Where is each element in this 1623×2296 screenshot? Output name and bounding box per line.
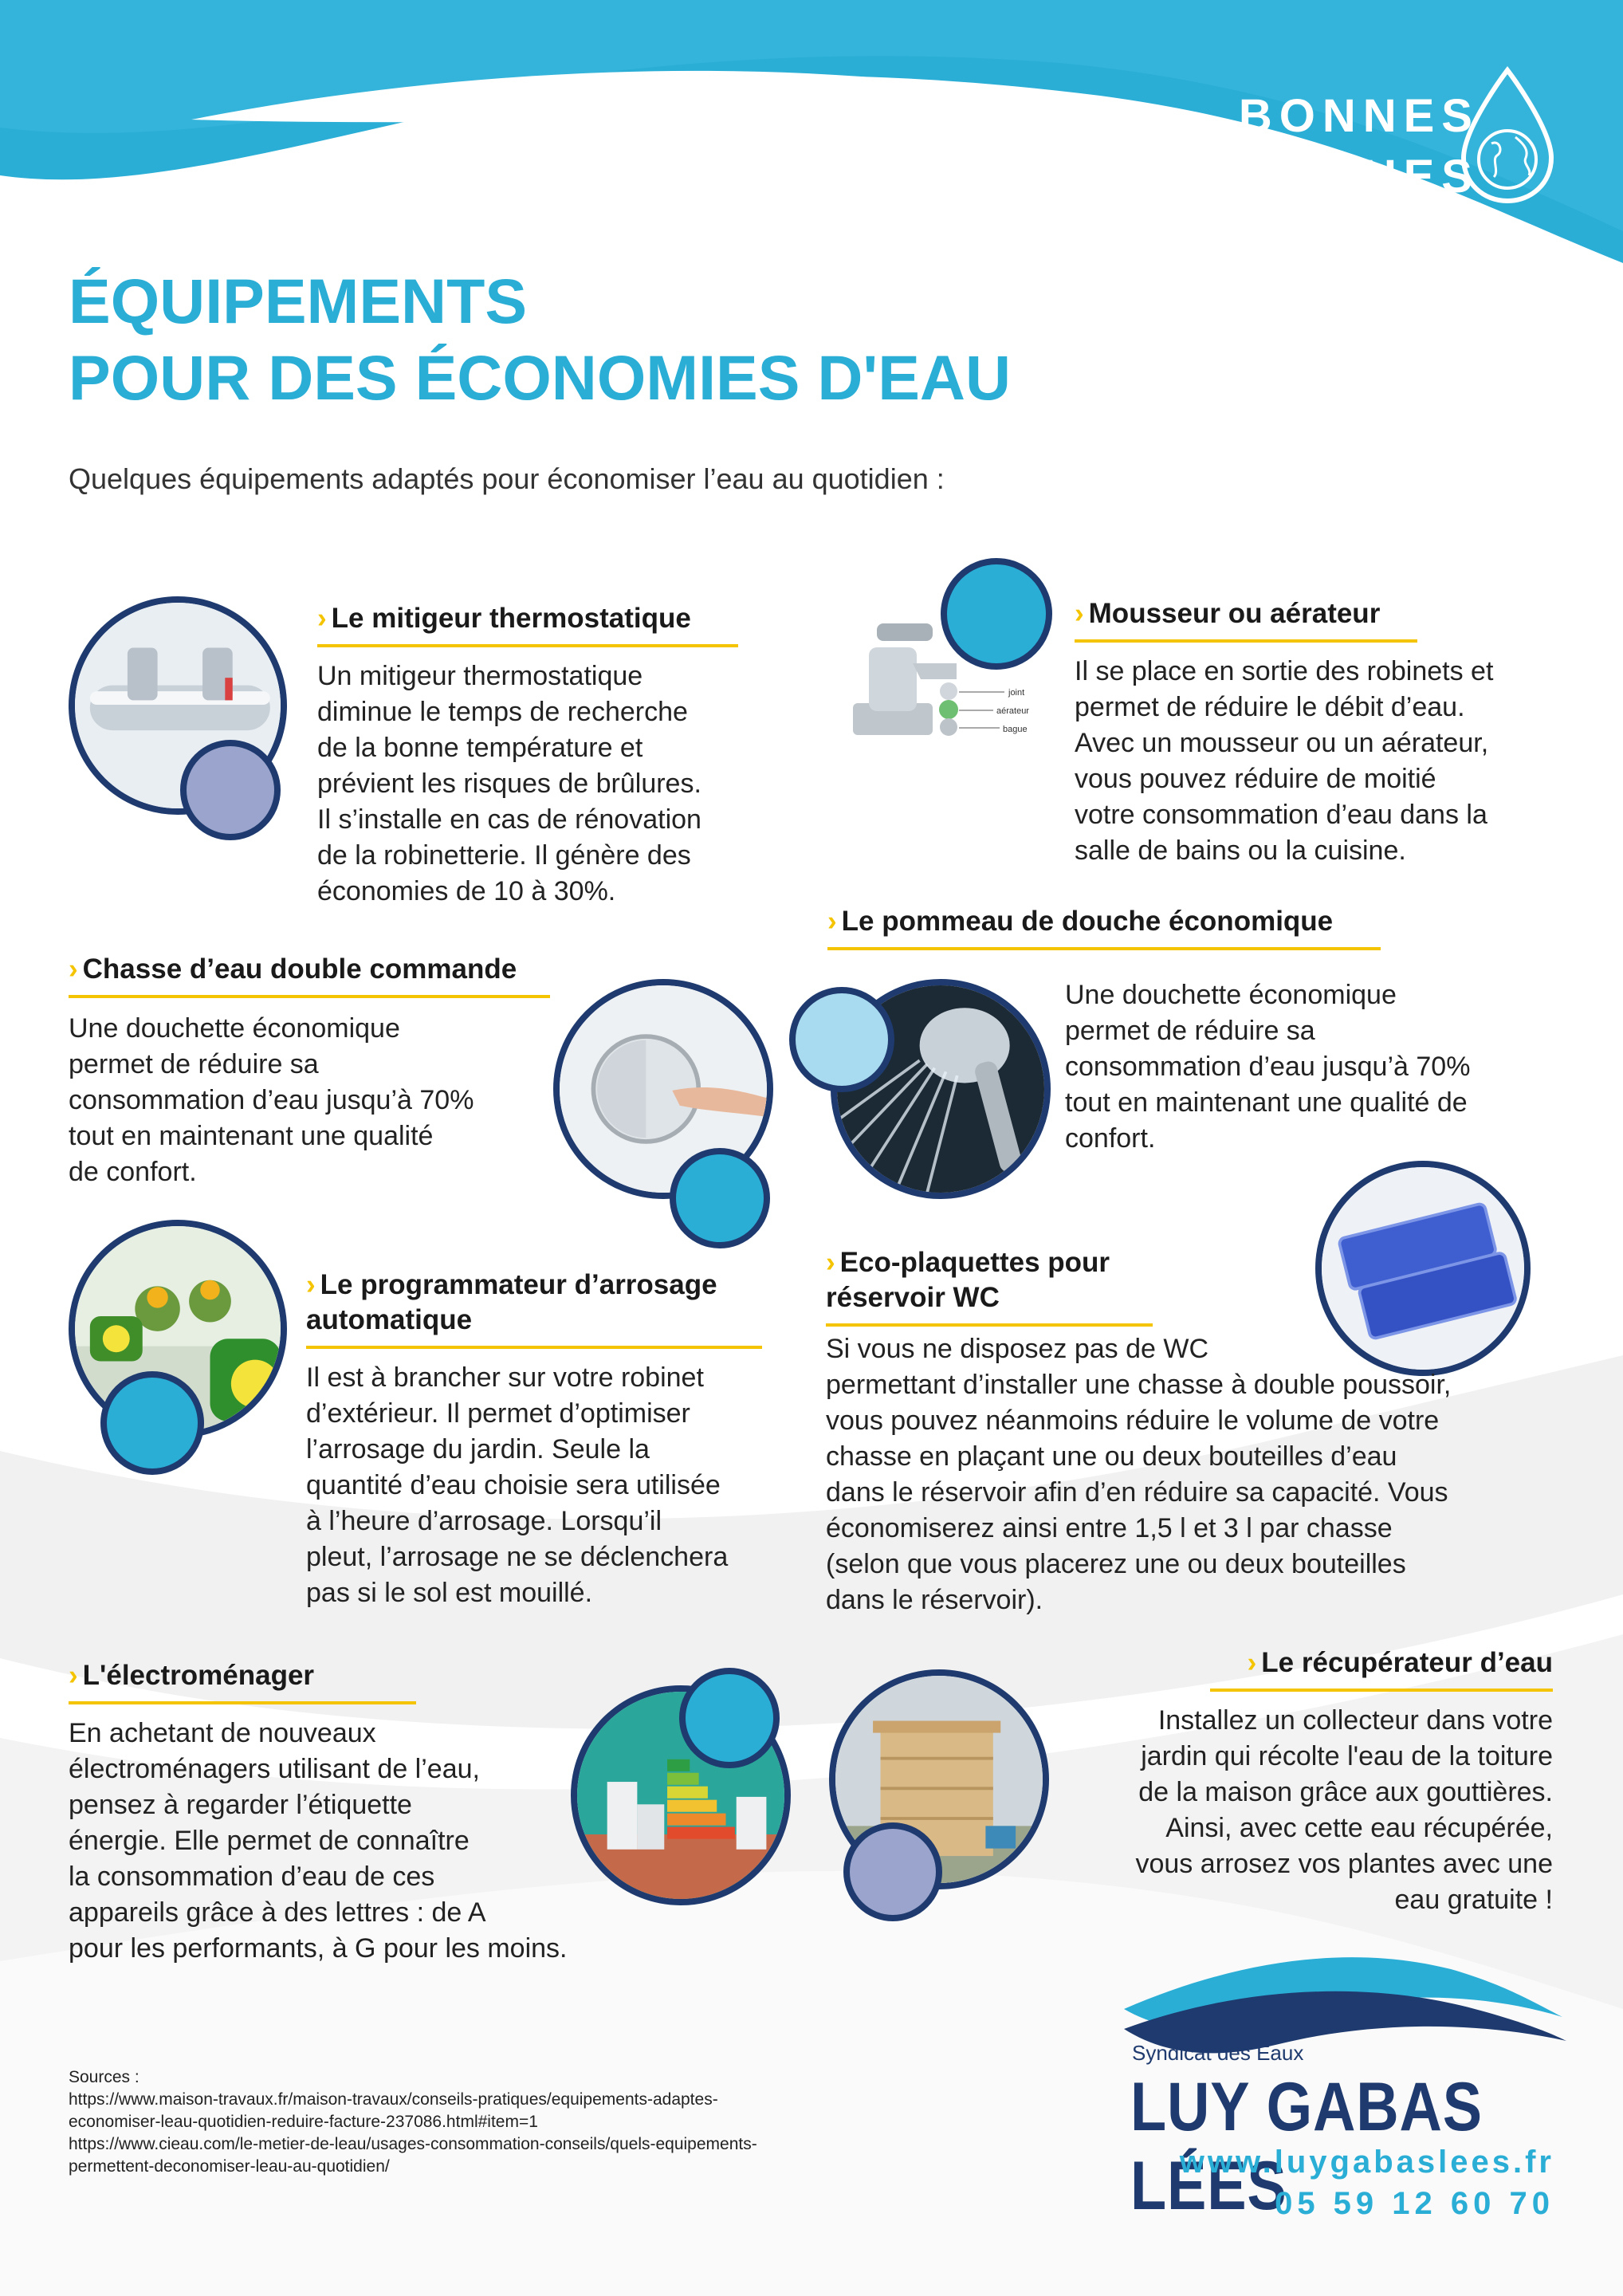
text-line: énergie. Elle permet de connaître — [69, 1826, 470, 1856]
mousseur-body — [1075, 654, 1493, 869]
label-joint: joint — [1008, 688, 1025, 698]
text-line: chasse en plaçant une ou deux bouteilles d’eau — [826, 1441, 1397, 1472]
text-line: pensez à regarder l’étiquette — [69, 1790, 412, 1820]
intro-text: Quelques équipements adaptés pour économiser l’eau au quotidien : — [69, 462, 945, 495]
text-line: confort. — [1065, 1123, 1156, 1154]
text-line: appareils grâce à des lettres : de A — [69, 1897, 486, 1928]
text-line: pleut, l’arrosage ne se déclenchera — [306, 1542, 729, 1572]
sources — [69, 2066, 757, 2178]
recuperateur-dot — [843, 1822, 942, 1921]
website-link[interactable]: www.luygabaslees.fr — [1179, 2145, 1554, 2180]
text-line: permet de réduire le débit d’eau. — [1075, 692, 1465, 722]
text-line: de la robinetterie. Il génère des — [317, 840, 691, 871]
text-line: salle de bains ou la cuisine. — [1075, 835, 1406, 866]
text-line: consommation d’eau jusqu’à 70% — [69, 1085, 474, 1115]
plaquettes-body — [826, 1331, 1451, 1618]
text-line: quantité d’eau choisie sera utilisée — [306, 1470, 721, 1500]
text-line: Ainsi, avec cette eau récupérée, — [1165, 1813, 1553, 1843]
plaquettes-title-line-1: Eco-plaquettes pour — [839, 1247, 1110, 1278]
text-line: (selon que vous placerez une ou deux bouteilles — [826, 1549, 1406, 1579]
text-line: Si vous ne disposez pas de WC — [826, 1334, 1209, 1364]
pommeau-title-text: Le pommeau de douche économique — [841, 906, 1334, 937]
title-line-1: ÉQUIPEMENTS — [69, 265, 528, 336]
chasse-body — [69, 1011, 474, 1190]
text-line: Il se place en sortie des robinets et — [1075, 656, 1494, 686]
text-line: Un mitigeur thermostatique — [317, 661, 643, 691]
source-url-line[interactable]: economiser-leau-quotidien-reduire-facture-237086.html#item=1 — [69, 2113, 538, 2131]
text-line: l’arrosage du jardin. Seule la — [306, 1434, 650, 1464]
pommeau-dot — [789, 987, 894, 1092]
chevron-right-icon: › — [69, 1660, 78, 1691]
text-line: tout en maintenant une qualité de — [1065, 1087, 1468, 1118]
badge-line-1: BONNES — [1238, 90, 1480, 142]
programmateur-title-line-2: automatique — [306, 1304, 473, 1335]
mousseur-title-text: Mousseur ou aérateur — [1088, 598, 1381, 629]
chevron-right-icon: › — [306, 1269, 316, 1300]
text-line: vous pouvez néanmoins réduire le volume de votre — [826, 1406, 1440, 1436]
text-line: de confort. — [69, 1157, 197, 1187]
text-line: de la bonne température et — [317, 733, 643, 763]
text-line: eau gratuite ! — [1394, 1885, 1553, 1915]
text-line: d’extérieur. Il permet d’optimiser — [306, 1398, 690, 1429]
recuperateur-title-text: Le récupérateur d’eau — [1261, 1647, 1553, 1678]
mitigeur-body — [317, 659, 701, 910]
chevron-right-icon: › — [69, 953, 78, 985]
pommeau-body — [1065, 977, 1470, 1157]
source-url-line[interactable]: https://www.maison-travaux.fr/maison-travaux/conseils-pratiques/equipements-adaptes- — [69, 2090, 718, 2109]
electro-title-text: L'électroménager — [82, 1660, 315, 1691]
text-line: tout en maintenant une qualité — [69, 1121, 434, 1151]
title-line-2: POUR DES ÉCONOMIES D'EAU — [69, 342, 1011, 413]
text-line: votre consommation d’eau dans la — [1075, 800, 1487, 830]
chevron-right-icon: › — [317, 603, 327, 634]
chasse-title-text: Chasse d’eau double commande — [82, 953, 517, 985]
text-line: vous pouvez réduire de moitié — [1075, 764, 1436, 794]
text-line: économies de 10 à 30%. — [317, 876, 616, 906]
water-drop-globe-icon — [1456, 64, 1559, 207]
text-line: permettant d’installer une chasse à double poussoir, — [826, 1370, 1452, 1400]
chasse-title — [69, 952, 550, 998]
label-aerateur: aérateur — [996, 706, 1029, 716]
text-line: Une douchette économique — [1065, 980, 1397, 1010]
source-url-line[interactable]: https://www.cieau.com/le-metier-de-leau/usages-consommation-conseils/quels-equipements- — [69, 2135, 757, 2153]
programmateur-title — [306, 1268, 762, 1349]
label-bague: bague — [1003, 725, 1028, 734]
electro-body — [69, 1716, 568, 1967]
chevron-right-icon: › — [1075, 598, 1084, 629]
text-line: Installez un collecteur dans votre — [1157, 1705, 1553, 1736]
text-line: dans le réservoir afin d’en réduire sa capacité. Vous — [826, 1477, 1448, 1508]
text-line: diminue le temps de recherche — [317, 697, 688, 727]
plaquettes-title — [826, 1245, 1153, 1327]
mitigeur-title-text: Le mitigeur thermostatique — [331, 603, 691, 634]
sources-label: Sources : — [69, 2068, 140, 2086]
logo-name: LUY GABAS LÉES — [1130, 2069, 1483, 2224]
programmateur-dot — [100, 1371, 204, 1475]
text-line: électroménagers utilisant de l’eau, — [69, 1754, 480, 1784]
programmateur-body — [306, 1360, 728, 1611]
header-badge — [1149, 86, 1480, 207]
text-line: pas si le sol est mouillé. — [306, 1578, 593, 1608]
electro-title — [69, 1658, 416, 1704]
plaquettes-title-line-2: réservoir WC — [826, 1282, 1000, 1313]
text-line: Avec un mousseur ou un aérateur, — [1075, 728, 1489, 758]
text-line: Il s’installe en cas de rénovation — [317, 804, 701, 835]
electro-dot — [679, 1668, 780, 1768]
text-line: Il est à brancher sur votre robinet — [306, 1362, 704, 1393]
text-line: permet de réduire sa — [1065, 1016, 1315, 1046]
text-line: dans le réservoir). — [826, 1585, 1043, 1615]
chevron-right-icon: › — [827, 906, 837, 937]
recuperateur-body — [1135, 1703, 1553, 1918]
recuperateur-title — [1210, 1645, 1553, 1692]
mitigeur-dot — [180, 740, 281, 840]
badge-line-2: PRATIQUES — [1148, 151, 1480, 202]
text-line: pour les performants, à G pour les moins. — [69, 1933, 568, 1964]
text-line: la consommation d’eau de ces — [69, 1862, 435, 1892]
text-line: à l’heure d’arrosage. Lorsqu’il — [306, 1506, 662, 1536]
page-title — [69, 263, 1011, 416]
phone-number: 05 59 12 60 70 — [1275, 2186, 1554, 2221]
pommeau-title — [827, 904, 1381, 950]
text-line: de la maison grâce aux gouttières. — [1138, 1777, 1553, 1807]
chevron-right-icon: › — [826, 1247, 835, 1278]
source-url-line[interactable]: permettent-deconomiser-leau-au-quotidien/ — [69, 2157, 390, 2176]
text-line: Une douchette économique — [69, 1013, 400, 1044]
chasse-dot — [670, 1148, 770, 1248]
text-line: économiserez ainsi entre 1,5 l et 3 l par chasse — [826, 1513, 1393, 1543]
text-line: En achetant de nouveaux — [69, 1718, 376, 1748]
mousseur-title — [1075, 596, 1417, 643]
programmateur-title-line-1: Le programmateur d’arrosage — [320, 1269, 717, 1300]
text-line: permet de réduire sa — [69, 1049, 319, 1079]
text-line: vous arrosez vos plantes avec une — [1135, 1849, 1553, 1879]
mousseur-dot — [941, 558, 1052, 670]
text-line: jardin qui récolte l'eau de la toiture — [1141, 1741, 1553, 1771]
logo-syndicat: Syndicat des Eaux — [1132, 2041, 1304, 2065]
chevron-right-icon: › — [1247, 1647, 1257, 1678]
text-line: prévient les risques de brûlures. — [317, 769, 701, 799]
text-line: consommation d’eau jusqu’à 70% — [1065, 1052, 1471, 1082]
mitigeur-title — [317, 601, 738, 647]
